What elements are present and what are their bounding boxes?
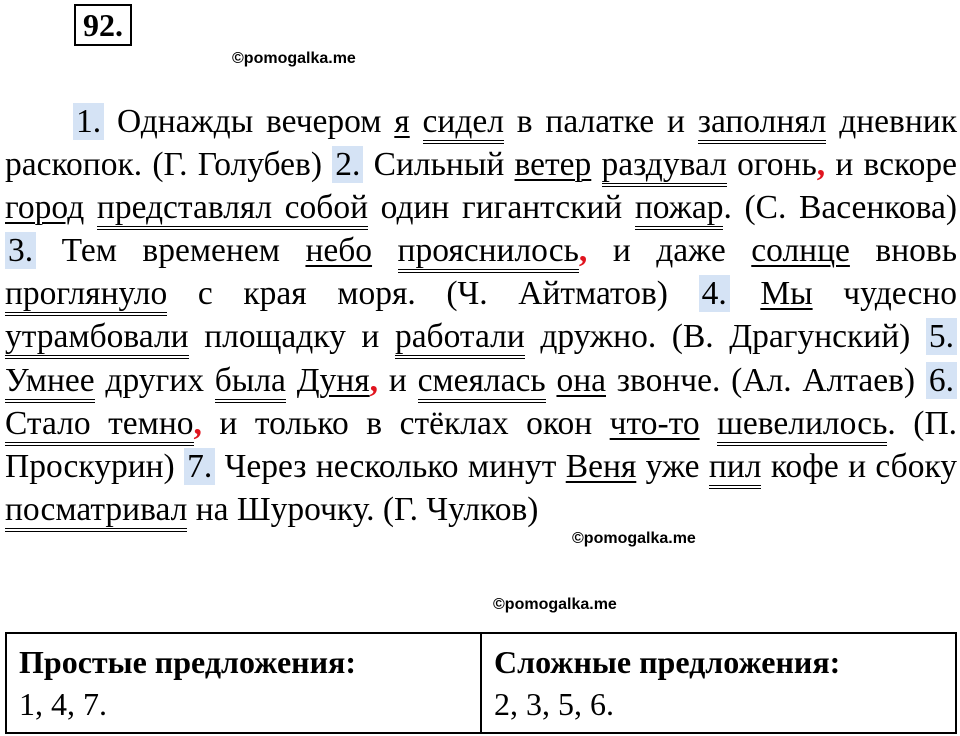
sentence-text: дневник раскопок. (Г. Голубев): [5, 103, 957, 184]
sentence-text: [700, 405, 718, 442]
sentence-number: 2.: [332, 146, 363, 183]
highlighted-comma: ,: [816, 146, 826, 184]
sentence-text: один гигантский: [368, 189, 635, 227]
highlighted-comma: ,: [578, 232, 588, 270]
sentence-text: . (П. Проскурин): [5, 404, 958, 485]
predicate: шевелилось: [717, 405, 887, 446]
subject: Веня: [565, 447, 637, 485]
sentence-text: дружно. (В. Драгунский): [524, 318, 911, 356]
predicate: пожар: [635, 189, 724, 230]
sentence-text: чудесно: [812, 275, 958, 313]
subject: город: [5, 189, 85, 227]
sentence-text: [286, 362, 297, 399]
sentence-text: с края моря. (Ч. Айтматов): [167, 275, 668, 313]
subject: что-то: [609, 404, 700, 442]
answer-table: [5, 632, 957, 734]
exercise-number: 92.: [74, 4, 132, 46]
sentence-text: [84, 189, 97, 226]
predicate: Умнее: [5, 362, 95, 403]
sentence-text: Через несколько минут: [224, 447, 566, 485]
simple-sentences-header: Простые предложения:: [19, 644, 356, 680]
complex-sentences-cell: [481, 633, 956, 733]
predicate: работали: [395, 318, 525, 359]
complex-sentences-header: Сложные предложения:: [494, 644, 841, 680]
subject: она: [556, 361, 606, 399]
sentence-number: 7.: [184, 448, 215, 485]
predicate: утрамбовали: [5, 318, 189, 359]
sentence-text: и только в стёклах окон: [201, 404, 610, 442]
predicate: посматривал: [5, 491, 187, 532]
sentence-number: 5.: [926, 318, 957, 355]
predicate: пил: [709, 448, 762, 489]
sentence-text: площадку и: [188, 318, 395, 356]
sentence-number: 4.: [699, 275, 730, 312]
sentence-text: кофе и сбоку: [761, 447, 958, 485]
predicate: раздувал: [602, 146, 727, 187]
sentence-text: [591, 146, 601, 183]
sentence-text: Сильный: [373, 146, 515, 184]
sentence-number: 1.: [73, 103, 104, 140]
sentence-number: 3.: [5, 232, 36, 269]
sentence-text: [546, 362, 557, 399]
complex-sentences-values: 2, 3, 5, 6.: [494, 686, 614, 722]
sentence-text: . (С. Васенкова): [723, 189, 958, 227]
predicate: была: [215, 362, 286, 403]
subject: небо: [305, 232, 373, 270]
sentence-text: вновь: [849, 232, 957, 270]
watermark: ©pomogalka.me: [572, 530, 696, 547]
watermark: ©pomogalka.me: [232, 50, 356, 67]
subject: Мы: [760, 275, 813, 313]
sentence-text: Тем временем: [61, 232, 306, 270]
sentence-text: звонче. (Ал. Алтаев): [606, 361, 916, 399]
sentence-text: других: [94, 361, 215, 399]
exercise-text: [5, 100, 957, 531]
sentence-text: огонь: [726, 146, 817, 184]
simple-sentences-cell: [6, 633, 481, 733]
simple-sentences-values: 1, 4, 7.: [19, 686, 107, 722]
sentence-text: в палатке и: [503, 103, 698, 140]
subject: я: [394, 103, 410, 140]
predicate: смеялась: [418, 362, 546, 403]
predicate: Стало темно: [5, 405, 194, 446]
sentence-text: уже: [636, 447, 709, 485]
predicate: сидел: [423, 103, 504, 144]
predicate: представлял собой: [97, 189, 368, 230]
watermark: ©pomogalka.me: [493, 596, 617, 613]
subject: Дуня: [296, 361, 370, 399]
sentence-text: и: [378, 361, 418, 399]
highlighted-comma: ,: [193, 404, 202, 442]
highlighted-comma: ,: [369, 361, 379, 399]
sentence-text: Однажды вечером: [116, 103, 395, 140]
sentence-text: и вскоре: [825, 146, 957, 184]
sentence-text: [410, 103, 423, 140]
sentence-text: и даже: [587, 232, 752, 270]
subject: ветер: [514, 146, 592, 184]
predicate: прояснилось: [398, 232, 579, 273]
subject: солнце: [751, 232, 850, 270]
predicate: заполнял: [698, 103, 827, 144]
sentence-text: [372, 232, 398, 269]
sentence-number: 6.: [926, 362, 957, 399]
predicate: проглянуло: [5, 275, 167, 316]
sentence-text: на Шурочку. (Г. Чулков): [187, 490, 539, 528]
